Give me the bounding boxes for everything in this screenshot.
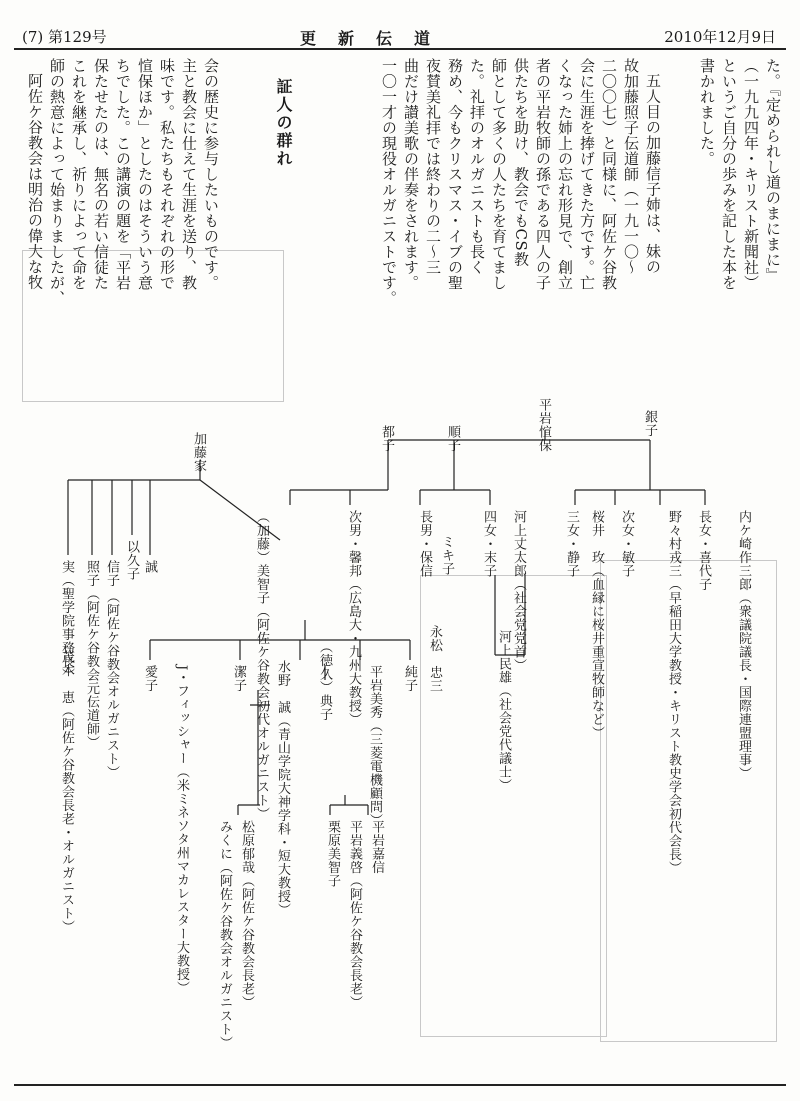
tree-ginko: 銀子 — [642, 410, 657, 437]
tree-root-hiraiwa: 平岩愃保 — [536, 398, 551, 452]
tree-minoru: 実（聖学院事務長） — [59, 560, 74, 682]
tree-yoshinobu: 平岩嘉信 — [369, 820, 384, 874]
tree-kiyoko2: 潔子 — [231, 665, 246, 692]
tree-junko: 順子 — [445, 425, 460, 452]
tree-matsubara: 松原郁哉（阿佐ケ谷教会長老） — [239, 820, 254, 1009]
tree-noriko: （徳久）典子 — [317, 640, 332, 721]
tree-michiko: （加藤）美智子（阿佐ケ谷教会初代オルガニスト） — [254, 510, 269, 821]
tree-kaho: 次男・馨邦（広島大・九州大教授） — [346, 510, 361, 726]
tree-nobuko: 信子 — [104, 560, 119, 587]
tree-shizuko: 三女・静子 — [564, 510, 579, 578]
tree-mikiko: ミキ子 — [439, 535, 454, 576]
tree-nobuko-note: （阿佐ケ谷教会オルガニスト） — [104, 590, 119, 779]
tree-toshiko: 次女・敏子 — [619, 510, 634, 578]
tree-aiko: 愛子 — [142, 665, 157, 692]
tree-fisher: J・フィッシャー（米ミネソタ州マカレスター大教授） — [174, 665, 189, 995]
article-col-c: 会の歴史に参与したいものです。 主と教会に仕えて生涯を送り、教 味です。私たちもそれぞれの形で 愃保ほか」としたのはそういう意 ちでした。この講演の題を「平岩 保たせたのは、無名の若い信徒た これを継承し、祈りによって命を 師の熱意によって始まりましたが、 阿佐ケ谷教会は明治の偉大な牧 — [26, 58, 220, 306]
tree-junko2: 純子 — [402, 665, 417, 692]
tree-yoshihiro: 平岩義啓（阿佐ケ谷教会長老） — [347, 820, 362, 1009]
footer-rule — [14, 1084, 786, 1086]
tree-kawakami-tamio: 河上民雄（社会党代議士） — [496, 630, 511, 792]
tree-yoshihide: 平岩美秀（三菱電機顧問） — [367, 665, 382, 827]
tree-ikuko: 以久子 — [124, 540, 139, 581]
tree-kawakami-jotaro: 河上丈太郎（社会党党首） — [511, 510, 526, 672]
tree-nonomura: 野々村戎三（早稲田大学教授・キリスト教史学会初代会長） — [666, 510, 681, 875]
tree-yasunobu: 長男・保信 — [417, 510, 432, 578]
tree-miyako: 都子 — [379, 425, 394, 452]
page-header — [0, 22, 800, 48]
issue-date: 2010年12月9日 — [664, 28, 776, 46]
newspaper-title: 更新伝道 — [300, 29, 453, 48]
tree-makoto: 誠 — [142, 560, 157, 574]
header-rule — [14, 48, 786, 50]
tree-sakurai: 桜井 玫（血縁に桜井重宣牧師など） — [589, 510, 604, 740]
tree-sueko: 四女・末子 — [481, 510, 496, 578]
tree-motegi: 茂木 恵（阿佐ケ谷教会長老・オルガニスト） — [59, 650, 74, 934]
article-col-b: 五人目の加藤信子姉は、妹の 故加藤照子伝道師（一九一〇～ 二〇〇七）と同様に、阿佐ケ谷教 会に生涯を捧げてきた方です。亡 くなった姉上の忘れ形見で、創立 者の平岩牧師の孫である四人の子 供たちを助け、教会でもCS教 師として多くの人たちを育てまし た。礼拝のオルガニストも長く 務め、今もクリスマス・イブの聖 夜賛美礼拝では終わりの二～三 曲だけ讃美歌の伴奏をされます。 一〇一才の現役オルガニストです。 — [380, 58, 662, 306]
tree-mikuni: みくに（阿佐ケ谷教会オルガニスト） — [217, 820, 232, 1050]
tree-uchigasaki: 内ケ崎作三郎（衆議院議長・国際連盟理事） — [736, 510, 751, 780]
article-col-a: た。『定められし道のまにまに』 （一九九四年・キリスト新聞社） というご自分の歩みを記した本を 書かれました。 — [698, 58, 782, 291]
section-heading: 証人の群れ — [274, 78, 293, 168]
tree-kurihara: 栗原美智子 — [325, 820, 340, 888]
tree-mizuno: 水野 誠（青山学院大神学科・短大教授） — [275, 660, 290, 917]
tree-nagamatsu: 永松 忠三 — [427, 625, 442, 693]
tree-kato-family: 加藤家 — [191, 432, 206, 473]
tree-kiyoko: 長女・喜代子 — [696, 510, 711, 591]
tree-teruko: 照子（阿佐ケ谷教会元伝道師） — [84, 560, 99, 749]
page-number: (7) 第129号 — [22, 28, 107, 46]
